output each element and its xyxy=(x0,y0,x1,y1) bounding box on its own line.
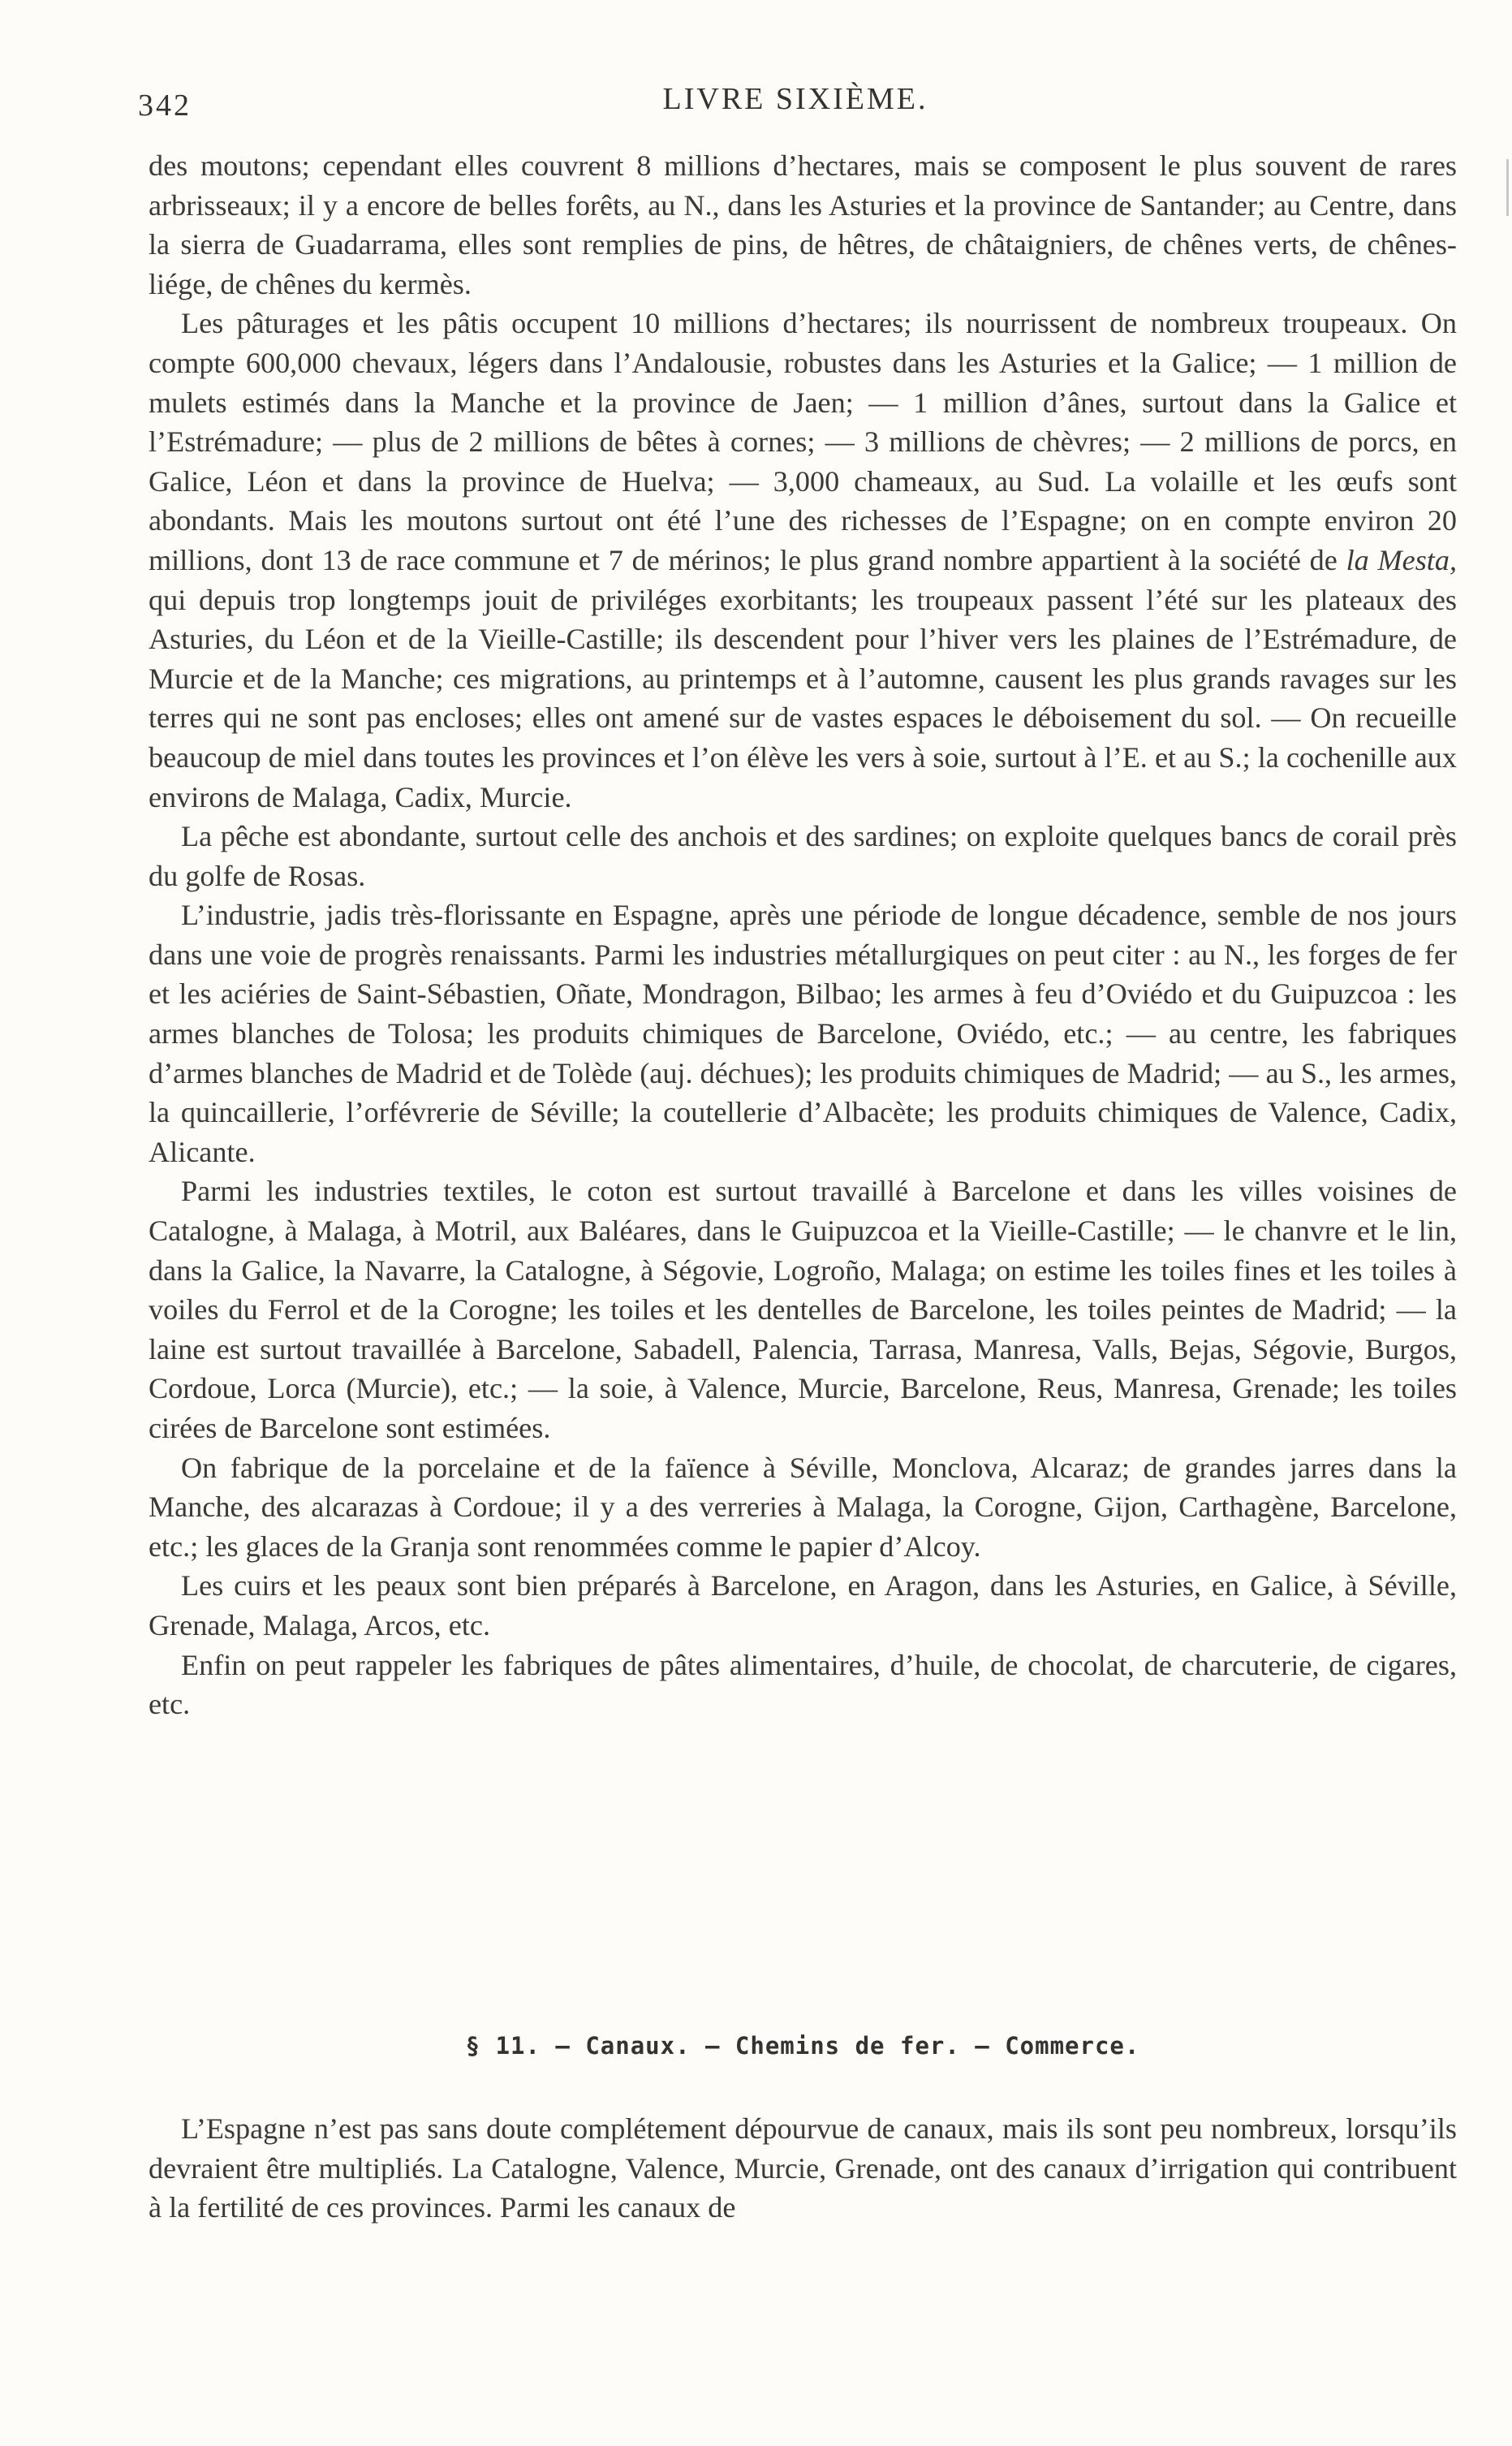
section-body-text xyxy=(149,2109,1457,2228)
margin-mark xyxy=(1506,159,1509,216)
paragraph-ceramics: On fabrique de la porcelaine et de la faïence à Séville, Monclova, Alcaraz; de grandes jarres dans la Manche, des alcarazas à Cordoue; il y a des verreries à Malaga, la Corogne, Gijon, Carthagène, Barcelone, etc.; les glaces de la Granja sont renommées comme le papier d’Alcoy. xyxy=(149,1451,1457,1563)
paragraph-forests: des moutons; cependant elles couvrent 8 millions d’hectares, mais se composent le plus souvent de rares arbrisseaux; il y a encore de belles forêts, au N., dans les Asturies et la province de Santander; au Centre, dans la sierra de Guadarrama, elles sont remplies de pins, de hêtres, de châtaigniers, de chênes verts, de chênes-liége, de chênes du kermès. xyxy=(149,149,1457,300)
paragraph-fishing: La pêche est abondante, surtout celle des anchois et des sardines; on exploite quelques bancs de corail près du golfe de Rosas. xyxy=(149,820,1457,892)
paragraph-livestock xyxy=(149,304,1457,817)
running-head: LIVRE SIXIÈME. xyxy=(662,82,928,116)
mesta-term: la Mesta, xyxy=(1346,543,1457,576)
paragraph-textile-industry: Parmi les industries textiles, le coton est surtout travaillé à Barcelone et dans les villes voisines de Catalogne, à Malaga, à Motril, aux Baléares, dans le Guipuzcoa et la Vieille-Castille; — le chanvre et le lin, dans la Galice, la Navarre, la Catalogne, à Ségovie, Logroño, Malaga; on estime les toiles fines et les toiles à voiles du Ferrol et de la Corogne; les toiles et les dentelles de Barcelone, les toiles peintes de Madrid; — la laine est surtout travaillée à Barcelone, Sabadell, Palencia, Tarrasa, Manresa, Valls, Bejas, Ségovie, Burgos, Cordoue, Lorca (Murcie), etc.; — la soie, à Valence, Murcie, Barcelone, Reus, Manresa, Grenade; les toiles cirées de Barcelone sont estimées. xyxy=(149,1175,1457,1444)
page-header xyxy=(138,81,1453,130)
paragraph-metal-industry: L’industrie, jadis très-florissante en Espagne, après une période de longue décadence, semble de nos jours dans une voie de progrès renaissants. Parmi les industries métallurgiques on peut citer : au N., les forges de fer et les aciéries de Saint-Sébastien, Oñate, Mondragon, Bilbao; les armes à feu d’Oviédo et du Guipuzcoa : les armes blanches de Tolosa; les produits chimiques de Barcelone, Oviédo, etc.; — au centre, les fabriques d’armes blanches de Madrid et de Tolède (auj. déchues); les produits chimiques de Madrid; — au S., les armes, la quincaillerie, l’orfévrerie de Séville; la coutellerie d’Albacète; les produits chimiques de Valence, Cadix, Alicante. xyxy=(149,899,1457,1168)
paragraph-leather: Les cuirs et les peaux sont bien préparés à Barcelone, en Aragon, dans les Asturies, en Galice, à Séville, Grenade, Malaga, Arcos, etc. xyxy=(149,1569,1457,1641)
paragraph-canals: L’Espagne n’est pas sans doute complétement dépourvue de canaux, mais ils sont peu nombreux, lorsqu’ils devraient être multipliés. La Catalogne, Valence, Murcie, Grenade, ont des canaux d’irrigation qui contribuent à la fertilité de ces provinces. Parmi les canaux de xyxy=(149,2112,1457,2224)
livestock-text: Les pâturages et les pâtis occupent 10 millions d’hectares; ils nourrissent de nombreux troupeaux. On compte 600,000 chevaux, légers dans l’Andalousie, robustes dans les Asturies et la Galice; — 1 million de mulets estimés dans la Manche et la province de Jaen; — 1 million d’ânes, surtout dans la Galice et l’Estrémadure; — plus de 2 millions de bêtes à cornes; — 3 millions de chèvres; — 2 millions de porcs, en Galice, Léon et dans la province de Huelva; — 3,000 chameaux, au Sud. La volaille et les œufs sont abondants. Mais les moutons surtout ont été l’une des richesses de l’Espagne; on en compte environ 20 millions, dont 13 de race commune et 7 de mérinos; le plus grand nombre appartient à la société de xyxy=(149,307,1457,576)
body-text xyxy=(149,146,1457,1724)
page-number: 342 xyxy=(138,88,192,123)
paragraph-other-industries: Enfin on peut rappeler les fabriques de pâtes alimentaires, d’huile, de chocolat, de charcuterie, de cigares, etc. xyxy=(149,1648,1457,1721)
section-heading: § 11. — Canaux. — Chemins de fer. — Commerce. xyxy=(465,2032,1140,2060)
livestock-text-continued: qui depuis trop longtemps jouit de priviléges exorbitants; les troupeaux passent l’été sur les plateaux des Asturies, du Léon et de la Vieille-Castille; ils descendent pour l’hiver vers les plaines de l’Estrémadure, de Murcie et de la Manche; ces migrations, au printemps et à l’automne, causent les plus grands ravages sur les terres qui ne sont pas encloses; elles ont amené sur de vastes espaces le déboisement du sol. — On recueille beaucoup de miel dans toutes les provinces et l’on élève les vers à soie, surtout à l’E. et au S.; la cochenille aux environs de Malaga, Cadix, Murcie. xyxy=(149,583,1457,813)
